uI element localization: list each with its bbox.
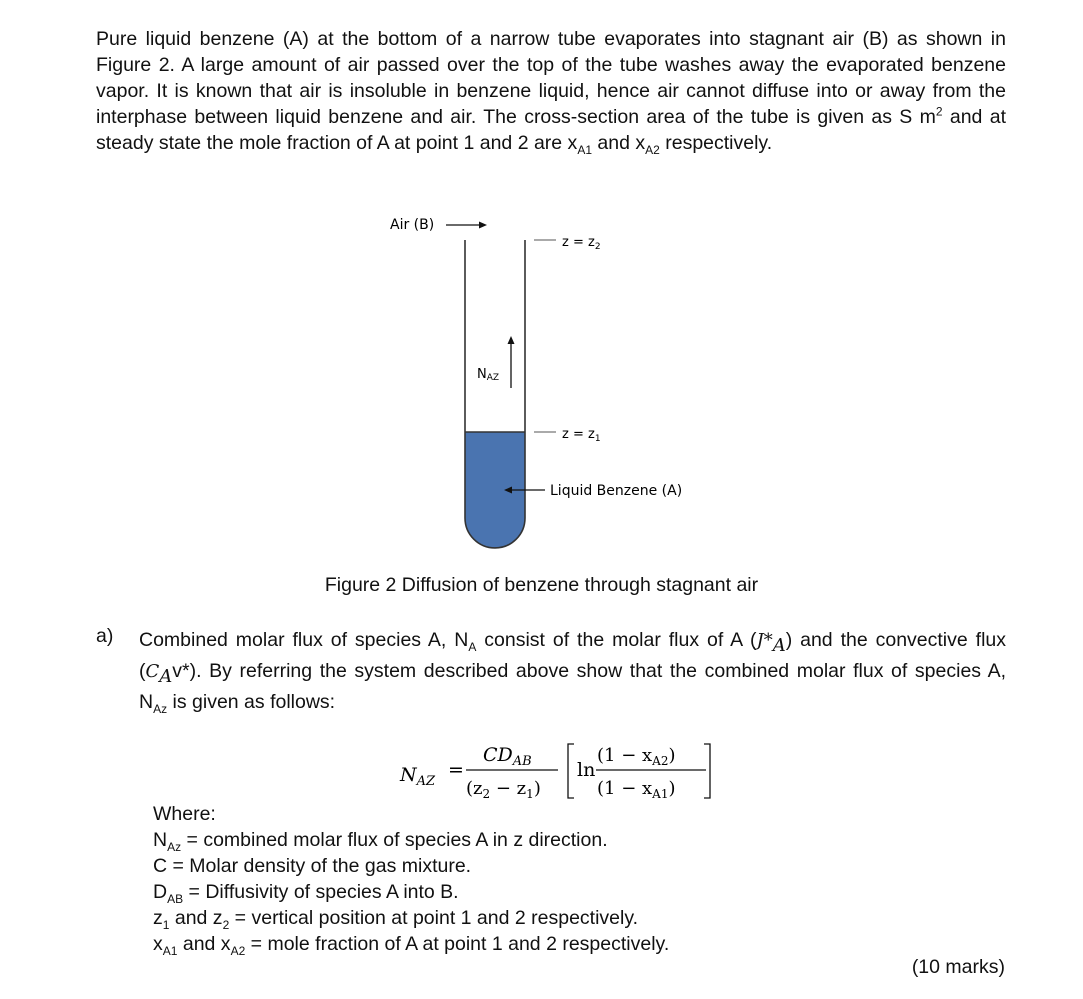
q-math-v: v* bbox=[172, 660, 190, 682]
eq-den-sub1: 1 bbox=[526, 787, 534, 801]
eq-den-mid: − z bbox=[490, 778, 527, 799]
svg-text:(z2 − z1) bbox=[466, 778, 541, 801]
marks-label: (10 marks) bbox=[911, 956, 1005, 978]
flux-arrow-head bbox=[508, 336, 515, 344]
eq-den-sub2: 2 bbox=[482, 787, 491, 801]
q-text-4: ). By referring the system described above show that the combined molar flux of species A, N bbox=[139, 660, 1006, 713]
air-label: Air (B) bbox=[390, 217, 435, 233]
eq-inner-den-sub: A1 bbox=[652, 787, 669, 801]
eq-lhs: N bbox=[400, 764, 417, 786]
svg-text:(1 − xA1) bbox=[597, 778, 676, 801]
z1-label: $z = z_1$ bbox=[562, 427, 601, 444]
q-math-c-sub: A bbox=[159, 665, 173, 687]
where-title: Where: bbox=[153, 803, 216, 825]
intro-text-1: Pure liquid benzene (A) at the bottom of a narrow tube evaporates into stagnant air (B) as shown in Figure 2. A large amount of air passed over the top of the tube washes away the evaporated benzene vapor. It is known that air is insoluble in benzene liquid, hence air cannot diffuse into or away from the interphase between liquid benzene and air. The cross-section area of the tube is given as S m bbox=[96, 28, 1006, 128]
q-text-1: Combined molar flux of species A, N bbox=[139, 629, 469, 651]
intro-text-2: and at steady state the mole fraction of A at point 1 and 2 are x bbox=[96, 106, 1006, 154]
definition-z: $z_1$ and $z_2$ = vertical position at point 1 and 2 respectively. bbox=[153, 907, 639, 932]
eq-lhs-sub: AZ bbox=[416, 774, 436, 789]
svg-text:NAZ bbox=[399, 764, 436, 789]
eq-inner-num-sub: A2 bbox=[652, 754, 669, 768]
air-arrow-head bbox=[479, 222, 487, 229]
intro-sub-a2: A2 bbox=[645, 142, 660, 157]
q-sub-a: A bbox=[468, 639, 477, 654]
svg-text:(1 − xA2) bbox=[597, 745, 676, 768]
svg-text:CDAB bbox=[483, 744, 532, 769]
definition-dab: $D_{AB}$ = Diffusivity of species A into B. bbox=[153, 881, 459, 906]
eq-den: (z bbox=[466, 778, 483, 799]
q-math-j-sub: A bbox=[772, 634, 786, 656]
definition-x: $x_{A1}$ and $x_{A2}$ = mole fraction of A at point 1 and 2 respectively. bbox=[153, 933, 670, 958]
question-text bbox=[139, 625, 1006, 717]
definition-naz: $N_{Az}$ = combined molar flux of species A in z direction. bbox=[153, 829, 608, 854]
question-label: a) bbox=[96, 625, 114, 647]
z2-label: $z = z_2$ bbox=[562, 235, 601, 252]
eq-inner-num: (1 − x bbox=[597, 745, 653, 766]
eq-inner-den: (1 − x bbox=[597, 778, 653, 799]
eq-num-sub: AB bbox=[512, 754, 532, 769]
intro-sub-a1: A1 bbox=[577, 142, 592, 157]
eq-den-end: ) bbox=[533, 778, 541, 799]
flux-label: NAZ bbox=[477, 367, 500, 383]
eq-inner-den-end: ) bbox=[668, 778, 676, 799]
eq-left-bracket bbox=[568, 744, 574, 798]
eq-equals: = bbox=[448, 759, 464, 781]
q-text-2: consist of the molar flux of A ( bbox=[476, 629, 757, 651]
q-math-c: C bbox=[145, 661, 160, 682]
eq-right-bracket bbox=[704, 744, 710, 798]
definition-c: C = Molar density of the gas mixture. bbox=[153, 855, 472, 877]
intro-sup: 2 bbox=[935, 104, 943, 119]
eq-inner-num-end: ) bbox=[668, 745, 676, 766]
intro-text-3: and x bbox=[592, 132, 646, 154]
liquid-label: Liquid Benzene (A) bbox=[550, 483, 683, 499]
eq-ln: ln bbox=[577, 759, 596, 781]
intro-text-4: respectively. bbox=[659, 132, 773, 154]
q-text-5: is given as follows: bbox=[167, 691, 336, 713]
q-text-3: ) and the convective flux ( bbox=[139, 629, 1006, 682]
q-sub-az: Az bbox=[153, 701, 168, 716]
figure-caption: Figure 2 Diffusion of benzene through stagnant air bbox=[324, 574, 759, 596]
flux-equation bbox=[398, 738, 728, 808]
definitions-list bbox=[153, 801, 669, 957]
q-math-j: J* bbox=[756, 630, 773, 651]
eq-num: CD bbox=[483, 744, 513, 766]
